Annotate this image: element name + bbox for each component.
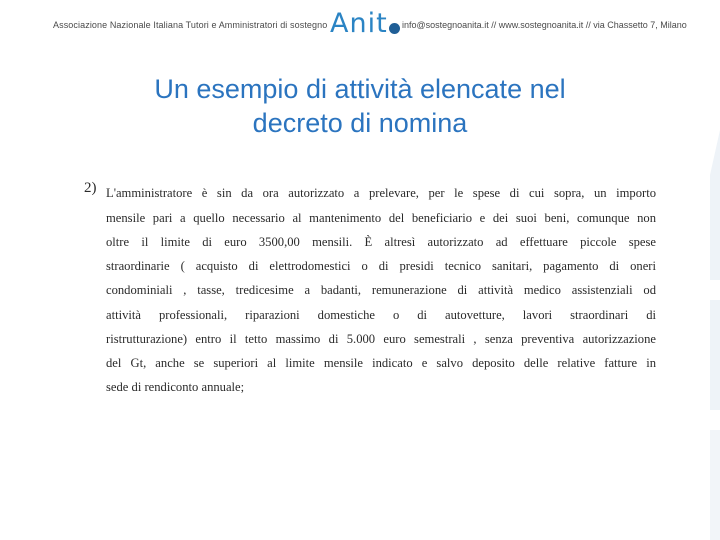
decorative-stripe: [710, 430, 720, 540]
logo-dot-icon: [389, 23, 400, 34]
decree-line: sede di rendiconto annuale;: [106, 380, 245, 394]
decree-line: del Gt, anche se superiori al limite mensile indicato e salvo deposito delle relative fatture in: [106, 356, 656, 370]
decree-line: oltre il limite di euro 3500,00 mensili. È altresì autorizzato ad effettuare piccole spese: [106, 235, 656, 249]
organization-name: Associazione Nazionale Italiana Tutori e Amministratori di sostegno: [53, 20, 328, 30]
decorative-stripe: [710, 300, 720, 410]
decree-line: ristrutturazione) entro il tetto massimo di 5.000 euro semestrali , senza preventiva autorizzazione: [106, 332, 656, 346]
anita-logo: [330, 7, 400, 41]
contact-info: info@sostegnoanita.it // www.sostegnoanita.it // via Chassetto 7, Milano: [402, 20, 687, 30]
slide-title-line-1: Un esempio di attività elencate nel: [154, 74, 566, 104]
decree-line: L'amministratore è sin da ora autorizzato a prelevare, per le spese di cui sopra, un importo: [106, 186, 656, 200]
decree-line: straordinarie ( acquisto di elettrodomestici o di presidi tecnico sanitari, pagamento di oneri: [106, 259, 656, 273]
item-number: 2): [84, 180, 97, 196]
decree-line: attività professionali, riparazioni domestiche o di autovetture, lavori straordinari di: [106, 308, 656, 322]
decree-line: mensile pari a quello necessario al mantenimento del beneficiario e dei suoi beni, comunque non: [106, 211, 656, 225]
logo-text: Anit: [330, 8, 388, 39]
header-bar: [0, 0, 720, 48]
slide-title: [60, 72, 660, 140]
decree-line: condominiali , tasse, tredicesime a badanti, remunerazione di attività medico assistenziali od: [106, 283, 656, 297]
slide-title-line-2: decreto di nomina: [252, 108, 468, 138]
decorative-stripe: [710, 130, 720, 280]
